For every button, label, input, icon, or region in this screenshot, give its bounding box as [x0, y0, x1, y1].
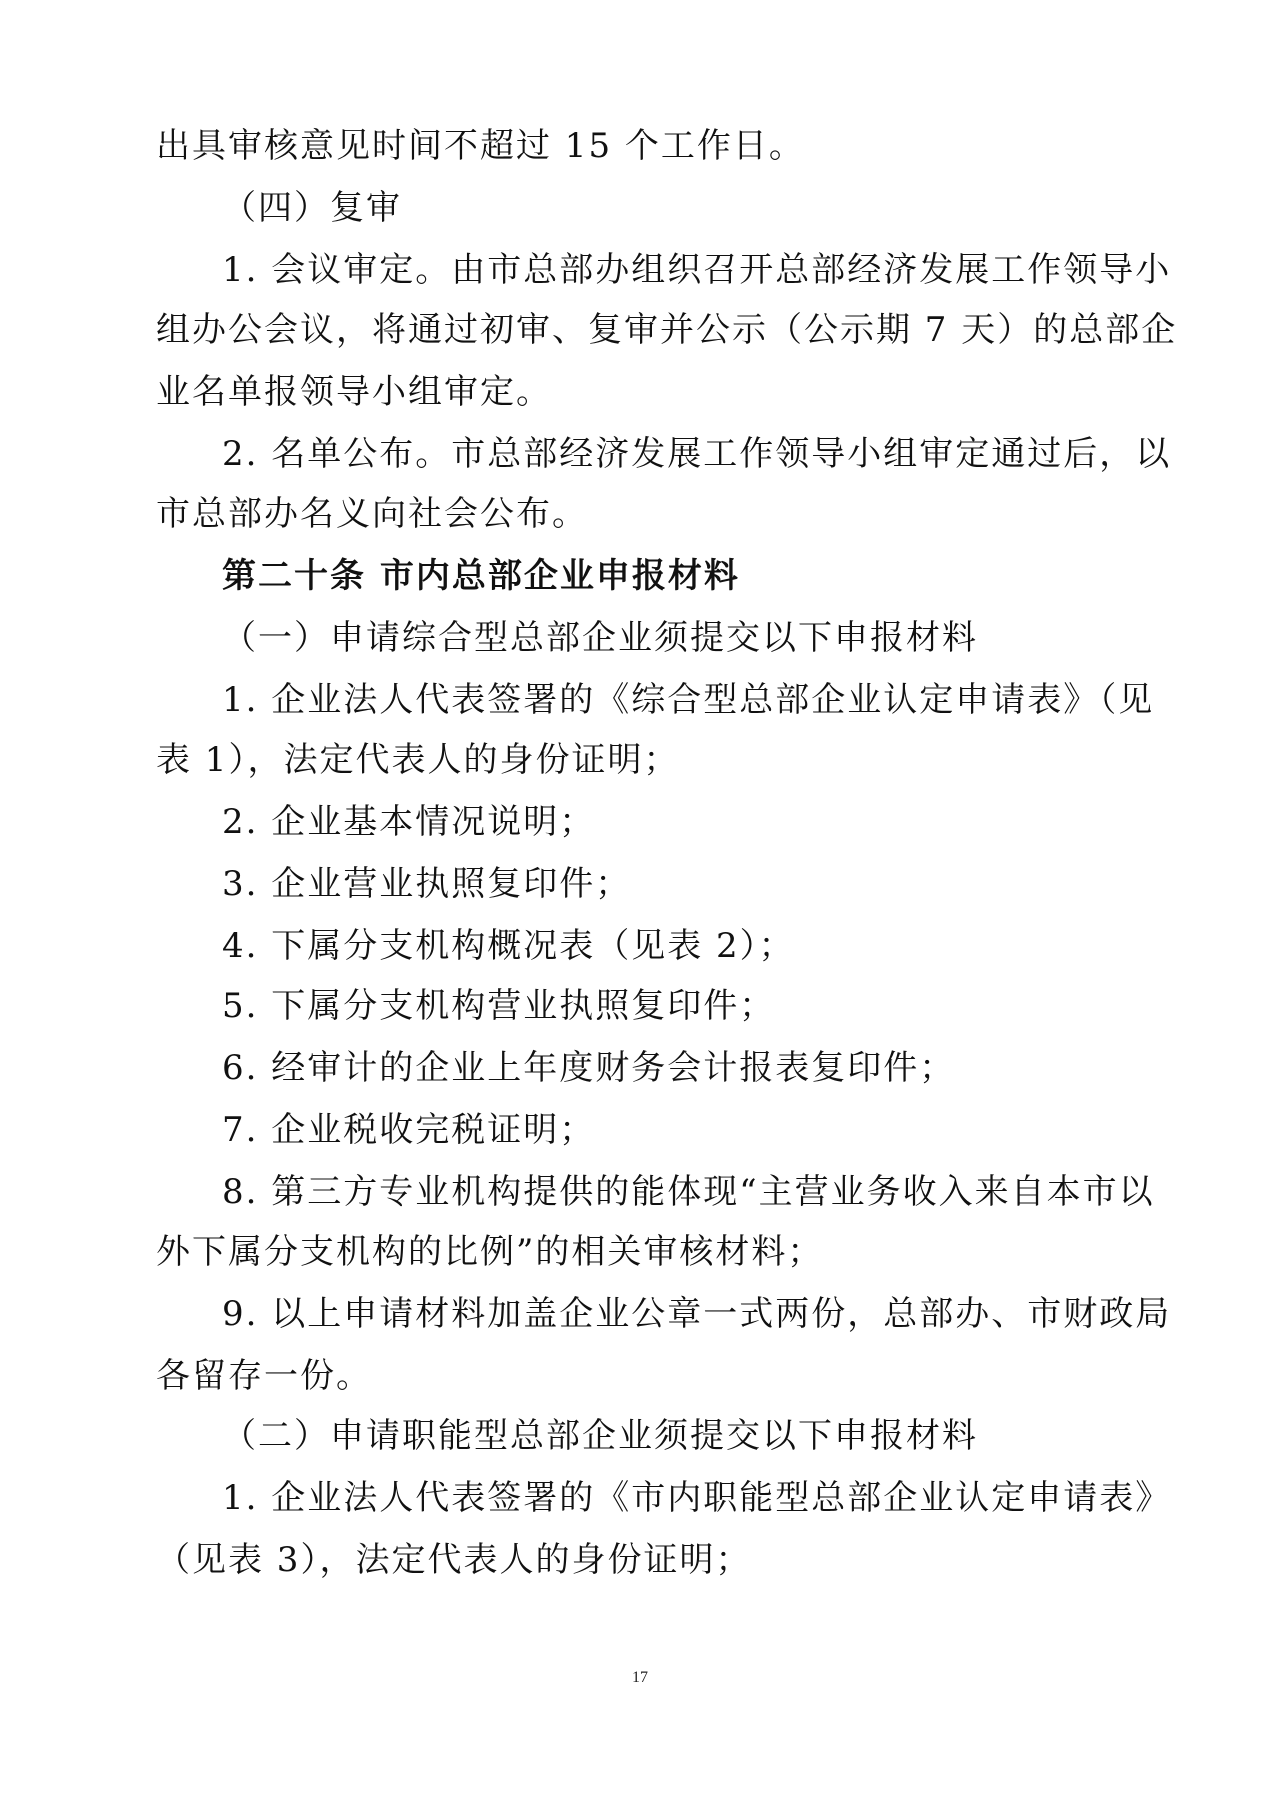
list-item: 8. 第三方专业机构提供的能体现“主营业务收入来自本市以: [222, 1172, 1155, 1212]
list-item: 7. 企业税收完税证明；: [222, 1110, 596, 1150]
text-line: 出具审核意见时间不超过 15 个工作日。: [156, 126, 805, 166]
list-item: 2. 企业基本情况说明；: [222, 802, 596, 842]
text-line: 2. 名单公布。市总部经济发展工作领导小组审定通过后，以: [222, 434, 1172, 474]
text-line: 1. 会议审定。由市总部办组织召开总部经济发展工作领导小: [222, 250, 1172, 290]
section-heading-functional: （二）申请职能型总部企业须提交以下申报材料: [222, 1416, 978, 1456]
text-line: （见表 3），法定代表人的身份证明；: [156, 1540, 752, 1580]
section-heading-review: （四）复审: [222, 188, 402, 228]
article-heading: 第二十条 市内总部企业申报材料: [222, 556, 740, 596]
text-line: 1. 企业法人代表签署的《综合型总部企业认定申请表》（见: [222, 680, 1155, 720]
list-item: 5. 下属分支机构营业执照复印件；: [222, 986, 776, 1026]
text-line: 表 1），法定代表人的身份证明；: [156, 740, 680, 780]
text-line: 各留存一份。: [156, 1356, 372, 1396]
section-heading-comprehensive: （一）申请综合型总部企业须提交以下申报材料: [222, 618, 978, 658]
text-line: 组办公会议，将通过初审、复审并公示（公示期 7 天）的总部企: [156, 310, 1178, 350]
text-line: 市总部办名义向社会公布。: [156, 494, 588, 534]
list-item: 9. 以上申请材料加盖企业公章一式两份，总部办、市财政局: [222, 1294, 1172, 1334]
text-line: 业名单报领导小组审定。: [156, 372, 552, 412]
page-number: 17: [632, 1669, 648, 1686]
text-line: 外下属分支机构的比例”的相关审核材料；: [156, 1232, 824, 1272]
list-item: 1. 企业法人代表签署的《市内职能型总部企业认定申请表》: [222, 1478, 1172, 1518]
list-item: 4. 下属分支机构概况表（见表 2）；: [222, 926, 795, 966]
list-item: 3. 企业营业执照复印件；: [222, 864, 632, 904]
list-item: 6. 经审计的企业上年度财务会计报表复印件；: [222, 1048, 956, 1088]
